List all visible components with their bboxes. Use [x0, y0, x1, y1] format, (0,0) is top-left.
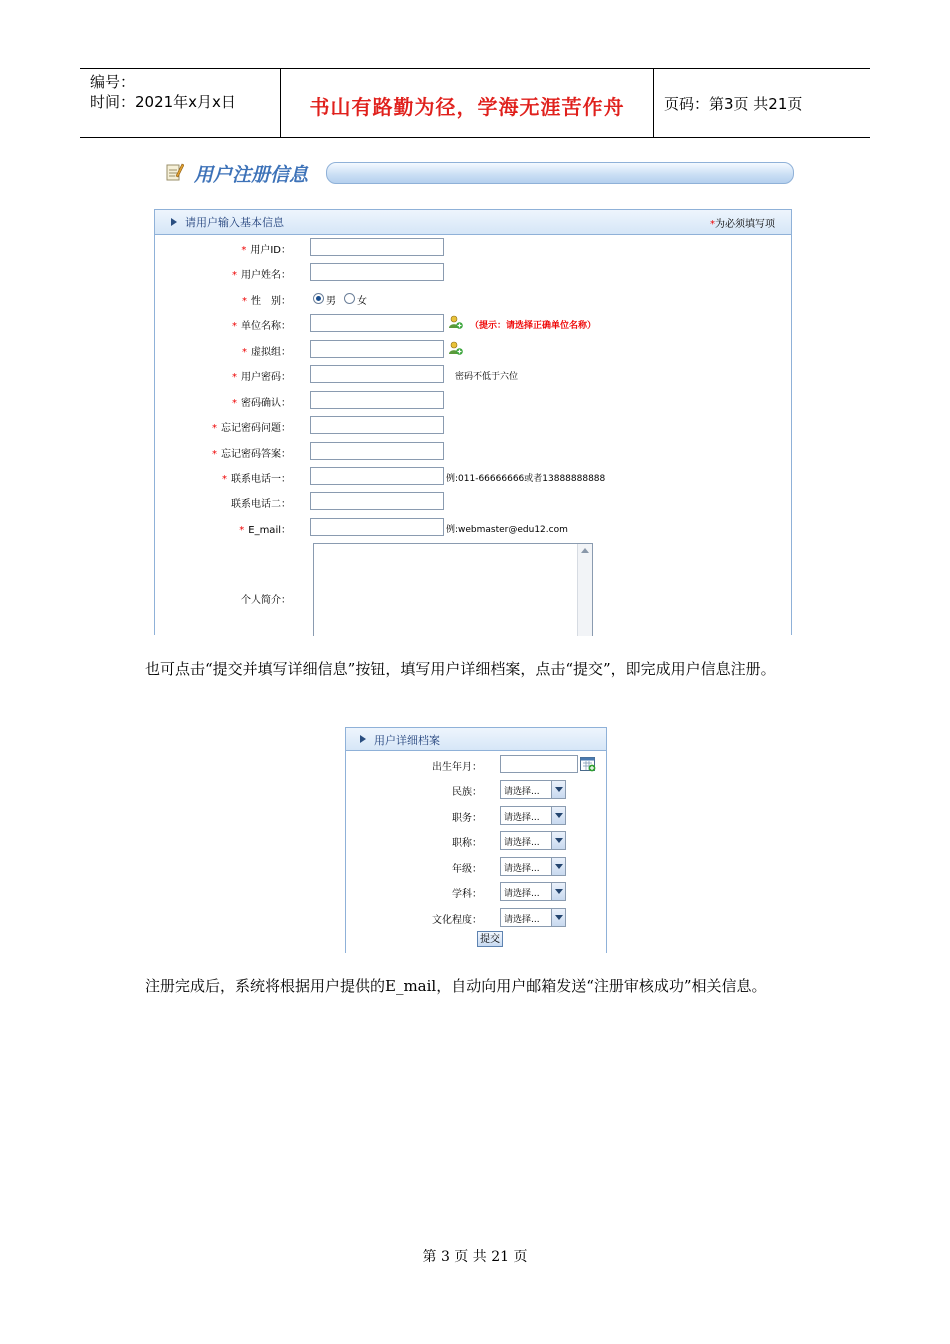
field-label: 职称：	[452, 838, 482, 849]
date-label: 时间：2021年x月x日	[90, 93, 236, 111]
number-label: 编号：	[90, 73, 136, 91]
textarea-scrollbar[interactable]	[577, 544, 592, 636]
submit-button[interactable]: 提交	[477, 931, 503, 947]
virtual-group-input[interactable]	[310, 340, 444, 358]
expand-triangle-icon[interactable]	[360, 735, 366, 743]
scroll-up-icon[interactable]	[581, 548, 589, 553]
chevron-down-icon[interactable]	[551, 909, 565, 926]
user-id-input[interactable]	[310, 238, 444, 256]
gender-male-label: 男	[326, 296, 336, 307]
field-label: 学科：	[452, 889, 482, 900]
instruction-paragraph-2: 注册完成后，系统将根据用户提供的E_mail，自动向用户邮箱发送“注册审核成功”相关信息。	[145, 977, 767, 995]
field-position	[346, 806, 606, 826]
field-phone-2	[155, 492, 791, 512]
position-select[interactable]: 请选择...	[500, 806, 566, 825]
education-select[interactable]: 请选择...	[500, 908, 566, 927]
phone-1-input[interactable]	[310, 467, 444, 485]
title-select[interactable]: 请选择...	[500, 831, 566, 850]
email-hint: 例:webmaster@edu12.com	[446, 525, 568, 535]
field-label: 职务：	[452, 813, 482, 824]
add-user-icon[interactable]	[449, 315, 463, 329]
field-gender	[155, 289, 791, 309]
password-hint: 密码不低于六位	[455, 372, 519, 382]
field-security-answer	[155, 442, 791, 462]
field-label: * 用户密码：	[232, 372, 291, 383]
calendar-icon[interactable]	[580, 756, 596, 772]
header-page-cell	[654, 69, 870, 137]
registration-title: 用户注册信息	[194, 164, 309, 186]
chevron-down-icon[interactable]	[551, 832, 565, 849]
field-unit-name	[155, 314, 791, 334]
page-footer: 第 3 页 共 21 页	[422, 1249, 528, 1265]
security-question-input[interactable]	[310, 416, 444, 434]
title-decoration-bar	[326, 162, 794, 184]
unit-hint: （提示：请选择正确单位名称）	[470, 321, 597, 331]
basic-info-form	[154, 209, 792, 635]
field-virtual-group	[155, 340, 791, 360]
basic-info-title: 请用户输入基本信息	[185, 216, 284, 229]
gender-female-radio[interactable]	[344, 293, 355, 304]
phone-2-input[interactable]	[310, 492, 444, 510]
field-label: 民族：	[452, 787, 482, 798]
header-motto-cell	[281, 69, 654, 137]
password-confirm-input[interactable]	[310, 391, 444, 409]
bio-textarea[interactable]	[313, 543, 593, 636]
detail-profile-title: 用户详细档案	[374, 734, 440, 747]
field-label: 联系电话二：	[231, 499, 291, 510]
field-user-id	[155, 238, 791, 258]
field-label: * 虚拟组：	[242, 347, 291, 358]
chevron-down-icon[interactable]	[551, 858, 565, 875]
chevron-down-icon[interactable]	[551, 807, 565, 824]
detail-profile-header	[346, 728, 606, 751]
security-answer-input[interactable]	[310, 442, 444, 460]
notepad-icon	[166, 162, 184, 182]
phone-hint: 例:011-66666666或者13888888888	[446, 474, 606, 484]
email-input[interactable]	[310, 518, 444, 536]
field-label: * E_mail：	[239, 525, 291, 536]
field-label: * 密码确认：	[232, 398, 291, 409]
field-ethnicity	[346, 780, 606, 800]
header-meta-cell	[80, 69, 281, 137]
field-label: 年级：	[452, 864, 482, 875]
password-input[interactable]	[310, 365, 444, 383]
page-info: 页码：第3页 共21页	[664, 95, 803, 113]
field-grade	[346, 857, 606, 877]
unit-name-input[interactable]	[310, 314, 444, 332]
field-password	[155, 365, 791, 385]
user-name-input[interactable]	[310, 263, 444, 281]
grade-select[interactable]: 请选择...	[500, 857, 566, 876]
field-label: * 忘记密码问题：	[212, 423, 291, 434]
gender-female-label: 女	[357, 296, 367, 307]
required-note: *为必须填写项	[710, 219, 775, 230]
field-label: 出生年月：	[432, 762, 482, 773]
field-label: * 联系电话一：	[222, 474, 291, 485]
field-birth	[346, 755, 606, 775]
field-phone-1	[155, 467, 791, 487]
field-label: 文化程度：	[432, 915, 482, 926]
field-label: * 单位名称：	[232, 321, 291, 332]
subject-select[interactable]: 请选择...	[500, 882, 566, 901]
field-label: * 用户ID：	[241, 245, 291, 256]
field-education	[346, 908, 606, 928]
chevron-down-icon[interactable]	[551, 883, 565, 900]
ethnicity-select[interactable]: 请选择...	[500, 780, 566, 799]
field-label: * 性 别：	[242, 296, 291, 307]
birth-input[interactable]	[500, 755, 578, 773]
chevron-down-icon[interactable]	[551, 781, 565, 798]
field-subject	[346, 882, 606, 902]
detail-profile-form	[345, 727, 607, 953]
basic-info-header	[155, 210, 791, 235]
expand-triangle-icon[interactable]	[171, 218, 177, 226]
field-security-question	[155, 416, 791, 436]
page-header	[80, 68, 870, 138]
field-password-confirm	[155, 391, 791, 411]
field-label: * 用户姓名：	[232, 270, 291, 281]
add-user-icon[interactable]	[449, 341, 463, 355]
field-email	[155, 518, 791, 538]
field-label: * 忘记密码答案：	[212, 449, 291, 460]
field-user-name	[155, 263, 791, 283]
motto: 书山有路勤为径，学海无涯苦作舟	[309, 95, 625, 119]
field-title	[346, 831, 606, 851]
gender-male-radio[interactable]	[313, 293, 324, 304]
field-label: 个人简介：	[241, 595, 291, 606]
instruction-paragraph-1: 也可点击“提交并填写详细信息”按钮，填写用户详细档案，点击“提交”，即完成用户信息注册。	[145, 660, 776, 678]
